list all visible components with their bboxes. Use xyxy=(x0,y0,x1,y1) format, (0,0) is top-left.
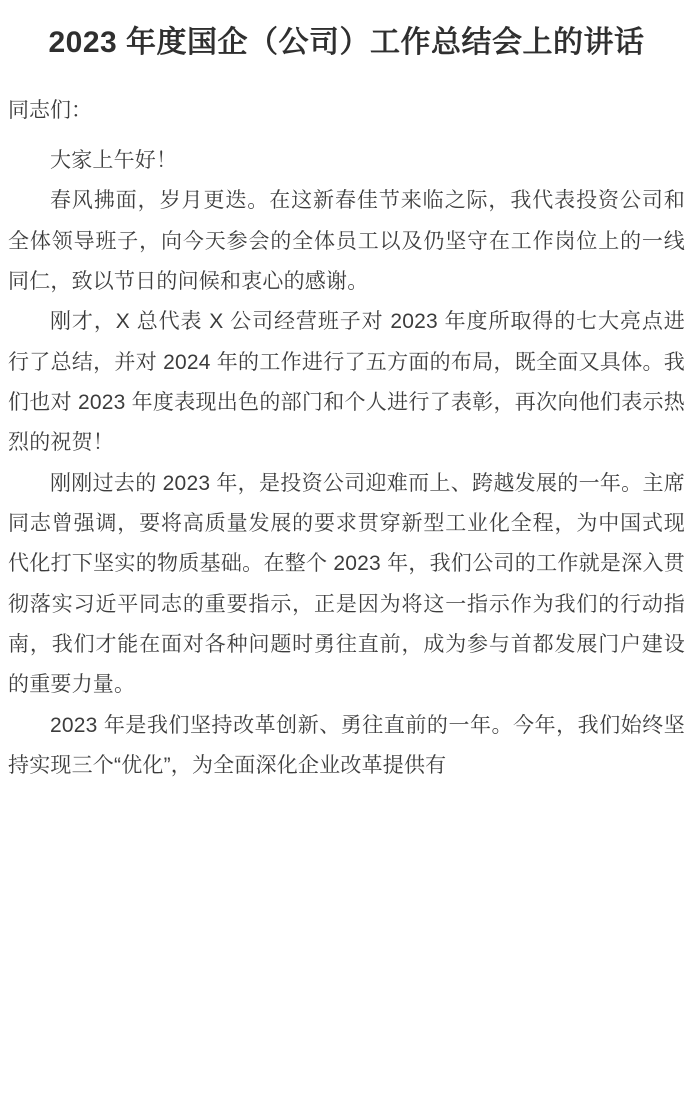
paragraph: 刚刚过去的 2023 年，是投资公司迎难而上、跨越发展的一年。主席同志曾强调，要将高质量发展的要求贯穿新型工业化全程，为中国式现代化打下坚实的物质基础。在整个 2023 年，我们公司的工作就是深入贯彻落实习近平同志的重要指示，正是因为将这一指示作为我们的行动指南，我们才能在面对各种问题时勇往直前，成为参与首都发展门户建设的重要力量。 xyxy=(8,471,685,697)
page-title: 2023 年度国企（公司）工作总结会上的讲话 xyxy=(48,26,645,59)
paragraph: 刚才，X 总代表 X 公司经营班子对 2023 年度所取得的七大亮点进行了总结，并对 2024 年的工作进行了五方面的布局，既全面又具体。我们也对 2023 年度表现出色的部门和个人进行了表彰，再次向他们表示热烈的祝贺！ xyxy=(8,310,685,455)
paragraph: 大家上午好！ xyxy=(50,149,178,173)
paragraph: 春风拂面，岁月更迭。在这新春佳节来临之际，我代表投资公司和全体领导班子，向今天参会的全体员工以及仍坚守在工作岗位上的一线同仁，致以节日的问候和衷心的感谢。 xyxy=(8,189,685,294)
paragraph: 2023 年是我们坚持改革创新、勇往直前的一年。今年，我们始终坚持实现三个“优化”，为全面深化企业改革提供有 xyxy=(8,713,685,777)
salutation: 同志们： xyxy=(8,98,92,122)
